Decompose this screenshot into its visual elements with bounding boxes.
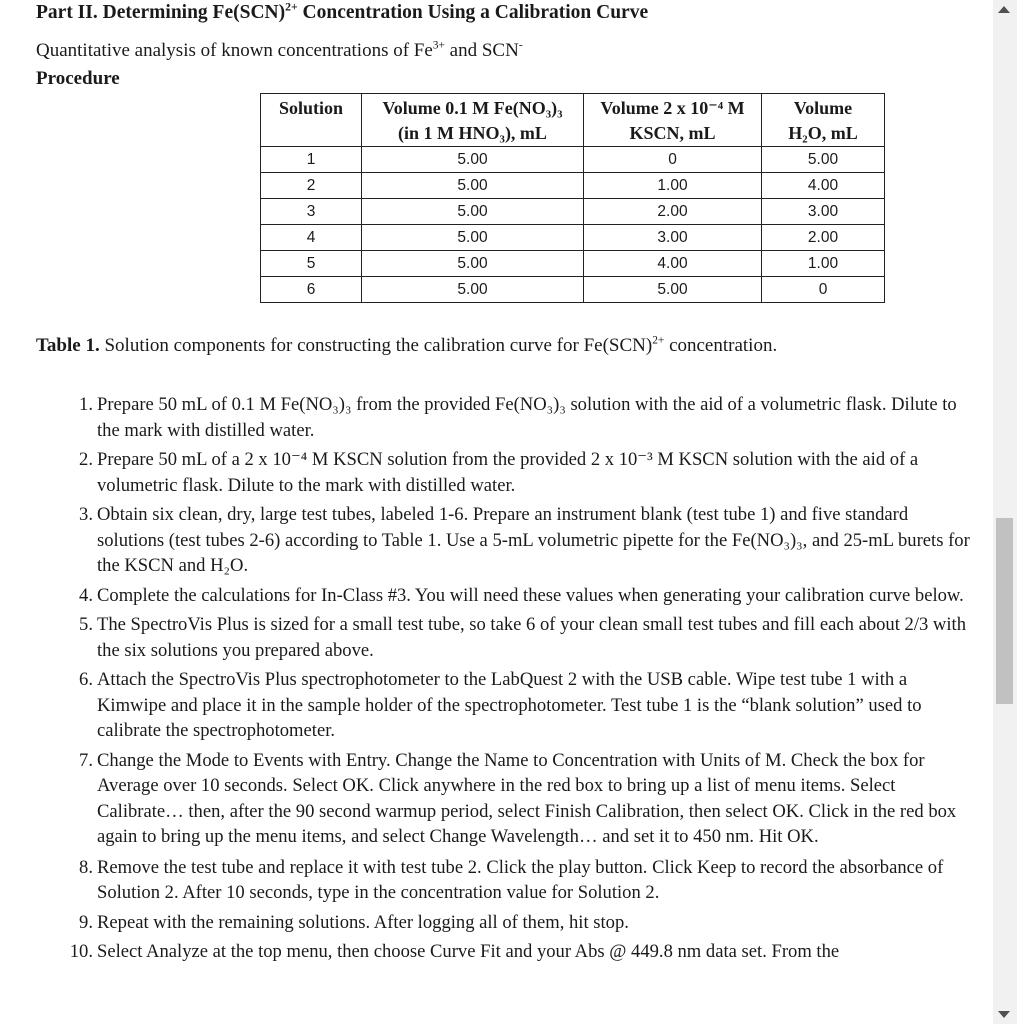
caption-text: Solution components for constructing the calibration curve for Fe(SCN) bbox=[99, 335, 653, 356]
table-cell: 5.00 bbox=[362, 147, 584, 173]
table-cell: 1.00 bbox=[584, 173, 762, 199]
step-text: Remove the test tube and replace it with test tube 2. Click the play button. Click Keep to record the absorbance of Solution 2. After 10 seconds, type in the concentration value for Solution 2. bbox=[97, 856, 944, 903]
table-cell: 6 bbox=[261, 277, 362, 303]
table-cell: 5 bbox=[261, 251, 362, 277]
procedure-step bbox=[79, 583, 977, 609]
header-water-volume: Volume H₂O, mL bbox=[762, 94, 885, 147]
step-text: Prepare 50 mL of 0.1 M Fe(NO₃)₃ from the provided Fe(NO₃)₃ solution with the aid of a volumetric flask. Dilute to the mark with distilled water. bbox=[97, 394, 957, 441]
header-solution: Solution bbox=[261, 94, 362, 147]
title-superscript: 2+ bbox=[285, 0, 298, 14]
vertical-scrollbar[interactable] bbox=[993, 0, 1017, 1024]
table-cell: 2.00 bbox=[762, 225, 885, 251]
step-text: Complete the calculations for In-Class #3. You will need these values when generating your calibration curve below. bbox=[97, 584, 964, 606]
calibration-table bbox=[260, 93, 885, 303]
header-fe-volume: Volume 0.1 M Fe(NO₃)₃ (in 1 M HNO₃), mL bbox=[362, 94, 584, 147]
table-cell: 4.00 bbox=[584, 251, 762, 277]
step-text: Prepare 50 mL of a 2 x 10⁻⁴ M KSCN solution from the provided 2 x 10⁻³ M KSCN solution with the aid of a volumetric flask. Dilute to the mark with distilled water. bbox=[97, 449, 919, 496]
table-cell: 0 bbox=[584, 147, 762, 173]
table-cell: 5.00 bbox=[362, 225, 584, 251]
table-cell: 5.00 bbox=[362, 277, 584, 303]
step-text: Attach the SpectroVis Plus spectrophotometer to the LabQuest 2 with the USB cable. Wipe test tube 1 with a Kimwipe and place it in the sample holder of the spectrophotometer. Test tube 1 is the “blank solution” used to calibrate the spectrophotometer. bbox=[97, 669, 922, 741]
step-number: 1. bbox=[79, 394, 93, 415]
step-number: 10. bbox=[69, 941, 93, 962]
procedure-heading: Procedure bbox=[36, 68, 120, 89]
caption-superscript: 2+ bbox=[652, 334, 665, 347]
procedure-step bbox=[79, 502, 977, 579]
table-cell: 0 bbox=[762, 277, 885, 303]
header-kscn-volume: Volume 2 x 10⁻⁴ M KSCN, mL bbox=[584, 94, 762, 147]
table-row bbox=[261, 173, 885, 199]
title-text: Part II. Determining Fe(SCN) bbox=[36, 2, 286, 23]
step-number: 5. bbox=[79, 614, 93, 635]
step-number: 4. bbox=[79, 584, 93, 606]
subtitle-sup-scn: - bbox=[518, 39, 523, 52]
procedure-step bbox=[79, 667, 977, 744]
step-text: Change the Mode to Events with Entry. Change the Name to Concentration with Units of M. Check the box for Average over 10 seconds. Select OK. Click anywhere in the red box to bring up a list of menu items. Select Calibrate… then, after the 90 second warmup period, select Finish Calibration, then select OK. Click in the red box again to bring up the menu items, and select Change Wavelength… and set it to 450 nm. Hit OK. bbox=[97, 749, 957, 847]
table-cell: 3.00 bbox=[584, 225, 762, 251]
caption-tail: concentration. bbox=[664, 335, 778, 356]
table-cell: 4.00 bbox=[762, 173, 885, 199]
subtitle-sup-fe: 3+ bbox=[432, 39, 445, 52]
table-header-row bbox=[261, 94, 885, 147]
caption-label: Table 1. bbox=[36, 335, 100, 356]
step-number: 7. bbox=[79, 749, 93, 771]
table-cell: 5.00 bbox=[584, 277, 762, 303]
procedure-step bbox=[79, 748, 977, 850]
procedure-step bbox=[79, 910, 977, 936]
step-text: The SpectroVis Plus is sized for a small test tube, so take 6 of your clean small test tubes and fill each about 2/3 with the six solutions you prepared above. bbox=[97, 614, 966, 661]
step-number: 9. bbox=[79, 911, 93, 933]
table-cell: 1 bbox=[261, 147, 362, 173]
scrollbar-thumb[interactable] bbox=[996, 518, 1013, 704]
subtitle-text-b: and SCN bbox=[444, 40, 519, 61]
table-cell: 2.00 bbox=[584, 199, 762, 225]
table-row bbox=[261, 277, 885, 303]
table-cell: 5.00 bbox=[362, 173, 584, 199]
step-text: Repeat with the remaining solutions. After logging all of them, hit stop. bbox=[97, 911, 629, 933]
table-row bbox=[261, 225, 885, 251]
step-text: Select Analyze at the top menu, then choose Curve Fit and your Abs @ 449.8 nm data set. From the bbox=[97, 941, 840, 962]
procedure-step bbox=[79, 447, 977, 498]
page-title bbox=[36, 2, 648, 24]
table-caption bbox=[36, 335, 777, 357]
step-number: 8. bbox=[79, 856, 93, 878]
left-gutter bbox=[0, 0, 10, 1024]
table-cell: 4 bbox=[261, 225, 362, 251]
table-row bbox=[261, 199, 885, 225]
procedure-steps-list bbox=[69, 392, 977, 965]
scroll-up-arrow-icon[interactable] bbox=[998, 6, 1010, 13]
step-number: 6. bbox=[79, 669, 93, 690]
step-number: 3. bbox=[79, 504, 93, 525]
table-row bbox=[261, 251, 885, 277]
section-subtitle bbox=[36, 40, 523, 62]
table-cell: 3.00 bbox=[762, 199, 885, 225]
step-number: 2. bbox=[79, 449, 93, 470]
table-cell: 3 bbox=[261, 199, 362, 225]
procedure-step bbox=[79, 392, 977, 443]
table-cell: 5.00 bbox=[762, 147, 885, 173]
procedure-step bbox=[79, 855, 977, 906]
subtitle-text: Quantitative analysis of known concentrations of Fe bbox=[36, 40, 433, 61]
procedure-step bbox=[69, 939, 977, 965]
title-text-rest: Concentration Using a Calibration Curve bbox=[297, 2, 649, 23]
step-text: Obtain six clean, dry, large test tubes, labeled 1-6. Prepare an instrument blank (test tube 1) and five standard solutions (test tubes 2-6) according to Table 1. Use a 5-mL volumetric pipette for the Fe(NO₃)₃, and 25-mL burets for the KSCN and H₂O. bbox=[97, 504, 970, 576]
table-cell: 1.00 bbox=[762, 251, 885, 277]
table-cell: 5.00 bbox=[362, 251, 584, 277]
procedure-step bbox=[79, 612, 977, 663]
table-cell: 5.00 bbox=[362, 199, 584, 225]
scroll-down-arrow-icon[interactable] bbox=[998, 1011, 1010, 1018]
table-row bbox=[261, 147, 885, 173]
table-cell: 2 bbox=[261, 173, 362, 199]
